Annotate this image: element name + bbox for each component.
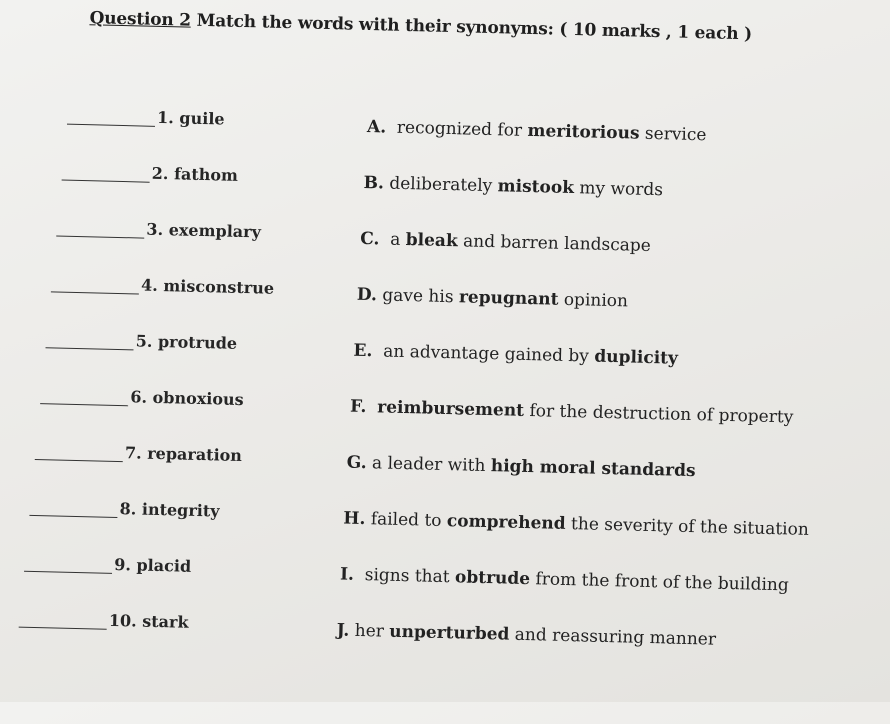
definition-text: recognized for <box>386 117 528 140</box>
answer-blank[interactable] <box>29 515 117 518</box>
question-number: Question 2 <box>89 8 191 30</box>
definition-text: my words <box>574 178 664 200</box>
definition <box>353 341 678 369</box>
vocab-word: 3. exemplary <box>146 220 261 242</box>
definition-letter: E. <box>353 341 372 361</box>
definition <box>360 229 651 256</box>
definition-text: failed to <box>365 509 447 531</box>
vocab-word: 8. integrity <box>119 499 219 520</box>
definition <box>363 173 663 200</box>
match-row <box>0 160 886 212</box>
answer-blank[interactable] <box>46 347 134 350</box>
definition-keyword: comprehend <box>447 511 566 534</box>
definition <box>350 397 794 428</box>
definition-keyword: meritorious <box>527 121 640 144</box>
definition-letter: C. <box>360 229 380 249</box>
definition-keyword: repugnant <box>459 287 559 309</box>
match-row <box>0 608 875 660</box>
answer-blank[interactable] <box>24 571 112 574</box>
definition-letter: G. <box>347 453 367 473</box>
match-row <box>0 440 879 492</box>
answer-blank[interactable] <box>51 291 139 294</box>
definition <box>340 564 789 595</box>
match-row <box>0 328 882 380</box>
answer-blank[interactable] <box>56 235 144 238</box>
definition-letter: A. <box>367 117 387 137</box>
definition-letter: D. <box>357 285 378 305</box>
definition-text: a leader with <box>366 453 491 476</box>
definition-keyword: duplicity <box>594 347 678 369</box>
definition-keyword: unperturbed <box>389 622 510 645</box>
definition-keyword: high moral standards <box>491 456 696 481</box>
answer-blank[interactable] <box>19 627 107 630</box>
definition-text: from the front of the building <box>530 569 789 595</box>
answer-blank[interactable] <box>62 180 150 183</box>
vocab-word: 5. protrude <box>135 331 237 352</box>
definition-keyword: bleak <box>406 230 458 251</box>
definition-text: gave his <box>377 285 459 307</box>
definition-text: service <box>639 124 706 146</box>
definition-keyword: reimbursement <box>377 397 524 421</box>
definition-keyword: mistook <box>497 176 574 198</box>
vocab-word: 1. guile <box>157 108 225 129</box>
definition-letter: B. <box>363 173 384 193</box>
match-row <box>0 552 876 604</box>
definition <box>343 509 809 540</box>
vocab-word: 9. placid <box>114 555 191 576</box>
match-row <box>0 272 883 324</box>
match-row <box>0 496 878 548</box>
definition-text: deliberately <box>384 173 498 196</box>
definition-text <box>366 397 377 417</box>
definition-letter: H. <box>343 509 365 530</box>
definition <box>367 117 707 145</box>
definition-text: signs that <box>354 565 456 587</box>
vocab-word: 6. obnoxious <box>130 387 244 409</box>
definition-text: the severity of the situation <box>565 514 809 540</box>
definition-text: for the destruction of property <box>524 401 794 428</box>
question-header <box>89 8 752 44</box>
definition-letter: J. <box>336 620 349 640</box>
vocab-word: 7. reparation <box>125 443 242 465</box>
definition-text: and barren landscape <box>457 231 651 256</box>
question-instructions: Match the words with their synonyms: ( 10 marks , 1 each ) <box>196 11 752 45</box>
answer-blank[interactable] <box>67 124 155 127</box>
definition-keyword: obtrude <box>455 567 531 589</box>
vocab-word: 2. fathom <box>152 164 239 185</box>
definition <box>347 453 696 482</box>
vocab-word: 10. stark <box>109 611 189 632</box>
match-row <box>0 104 887 156</box>
definition-text: her <box>349 621 389 642</box>
answer-blank[interactable] <box>35 459 123 462</box>
definition-text: an advantage gained by <box>372 341 594 366</box>
answer-blank[interactable] <box>40 403 128 406</box>
match-row <box>0 216 884 268</box>
definition <box>357 285 629 312</box>
definition-text: opinion <box>558 290 628 312</box>
vocab-word: 4. misconstrue <box>141 276 274 298</box>
definition-letter: F. <box>350 397 367 417</box>
definition-text: a <box>379 229 406 250</box>
definition <box>336 620 716 649</box>
match-row <box>0 384 880 436</box>
definition-letter: I. <box>340 564 354 584</box>
definition-text: and reassuring manner <box>509 625 716 650</box>
